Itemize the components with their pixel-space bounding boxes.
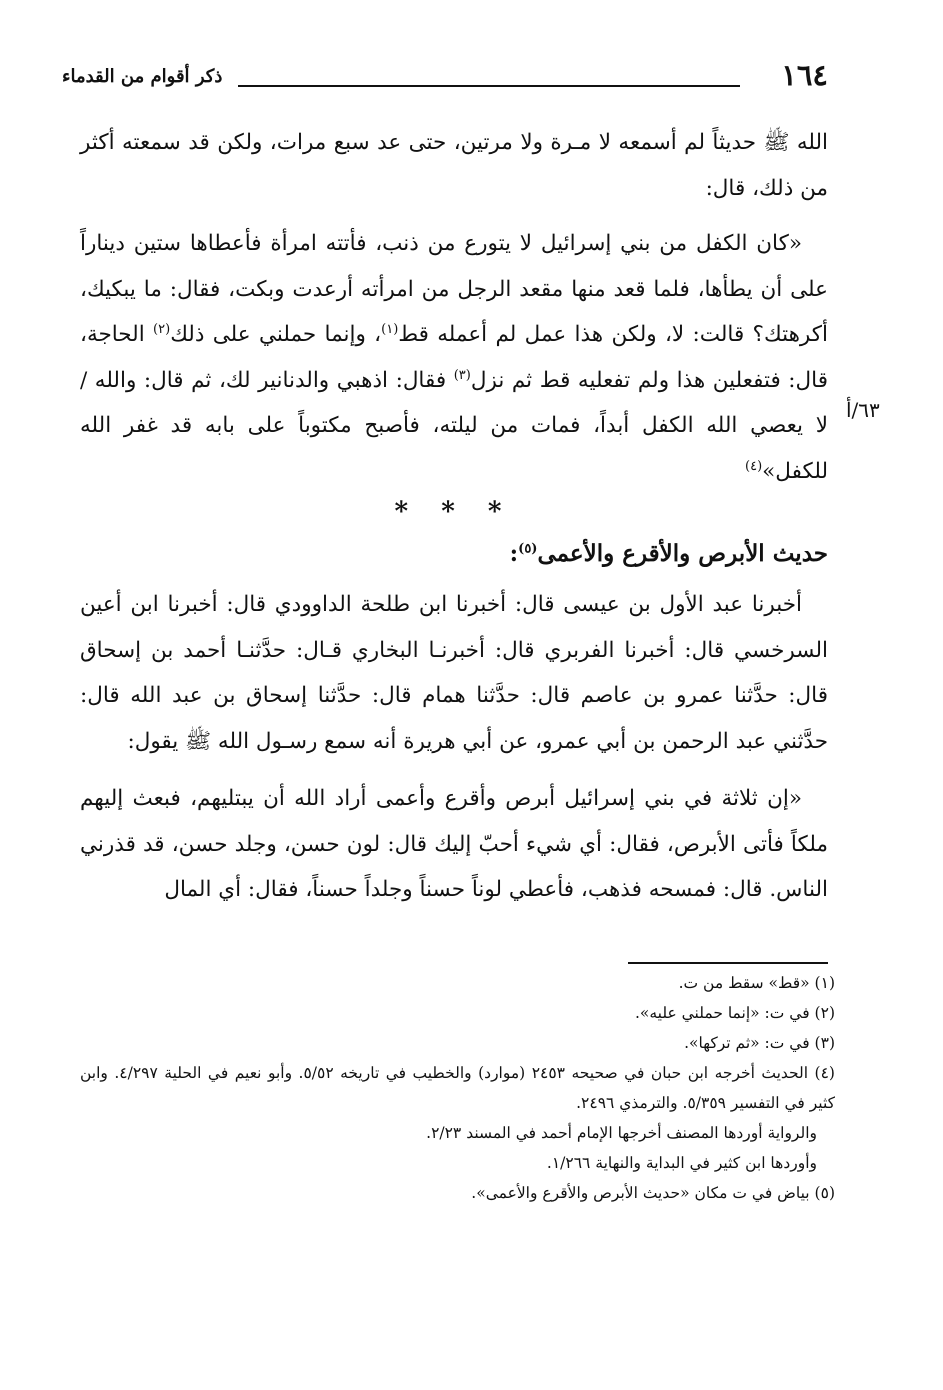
footnote-ref-2: (٢) [153,321,171,337]
page-header [62,58,828,98]
footnote-ref-3: (٣) [453,367,471,383]
running-title: ذكر أقوام من القدماء [62,66,223,87]
hadith-text-part-2: ، وإنما حملني على ذلك [170,322,382,347]
paragraph-intro: الله ﷺ حديثاً لم أسمعه لا مـرة ولا مرتين، حتى عد سبع مرات، ولكن قد سمعته أكثر من ذلك، قال: [80,130,828,201]
section-separator: * * * [394,497,514,527]
page-number: ١٦٤ [781,58,828,92]
paragraph-kifl-hadith [80,221,828,494]
section-heading-colon: : [509,540,519,567]
hadith-text-part-1: «كان الكفل من بني إسرائيل لا يتورع من ذنب، فأتته امرأة فأعطاها ستين ديناراً على أن يطأها، فلما قعد منها مقعد الرجل من امرأته أرعدت وبكت، فقال: ما يبكيك، أكرهتك؟ قالت: لا، ولكن هذا عمل لم أعمله قط [80,231,828,347]
header-rule [238,85,740,87]
paragraph-isnad: أخبرنا عبد الأول بن عيسى قال: أخبرنا ابن طلحة الداوودي قال: أخبرنا ابن أعين السرخسي قال: أخبرنا الفربري قال: أخبرنـا البخاري قـال: حدَّثنـا أحمد بن إسحاق قال: حدَّثنا عمرو بن عاصم قال: حدَّثنا همام قال: حدَّثنا إسحاق بن عبد الله قال: حدَّثني عبد الرحمن بن أبي عمرو، عن أبي هريرة أنه سمع رسـول الله ﷺ يقول: [80,592,828,754]
footnote-4-continuation-1: والرواية أوردها المصنف أخرجها الإمام أحمد في المسند ٢/٢٣. [426,1124,817,1142]
hadith-text-part-3: الحاجة، قال: فتفعلين هذا ولم تفعليه قط ثم نزل [80,322,828,393]
footnote-2: (٢) في ت: «إنما حملني عليه». [634,1004,835,1022]
footnote-5: (٥) بياض في ت مكان «حديث الأبرص والأقرع والأعمى». [471,1184,835,1202]
footnote-rule [628,962,828,964]
footnote-4: (٤) الحديث أخرجه ابن حبان في صحيحه ٢٤٥٣ (موارد) والخطيب في تاريخه ٥/٥٢. وأبو نعيم في الحلية ٤/٢٩٧. وابن كثير في التفسير ٥/٣٥٩. والترمذي ٢٤٩٦. [80,1064,835,1112]
paragraph-abras-hadith: «إن ثلاثة في بني إسرائيل أبرص وأقرع وأعمى أراد الله أن يبتليهم، فبعث إليهم ملكاً فأتى الأبرص، فقال: أي شيء أحبّ إليك قال: لون حسن، وجلد حسن، قد قذرني الناس. قال: فمسحه فذهب، فأعطي لوناً حسناً وجلداً حسناً، فقال: أي المال [80,786,828,902]
footnote-3: (٣) في ت: «ثم تركها». [684,1034,835,1052]
footnote-ref-4: (٤) [745,458,763,474]
footnote-ref-1: (١) [381,321,399,337]
main-text [80,120,828,913]
footnote-ref-5: (٥) [518,541,538,557]
hadith-text-part-4: فقال: اذهبي والدنانير لك، ثم قال: والله / لا يعصي الله الكفل أبداً، فمات من ليلته، فأصبح مكتوباً على بابه قد غفر الله للكفل» [80,367,828,484]
footnotes [80,968,835,1208]
footnote-1: (١) «قط» سقط من ت. [678,974,835,992]
section-heading [80,532,828,576]
folio-margin-note: ٦٣/أ [846,398,880,422]
footnote-4-continuation-2: وأوردها ابن كثير في البداية والنهاية ١/٢٦٦. [546,1154,817,1172]
section-heading-text: حديث الأبرص والأقرع والأعمى [537,540,828,567]
